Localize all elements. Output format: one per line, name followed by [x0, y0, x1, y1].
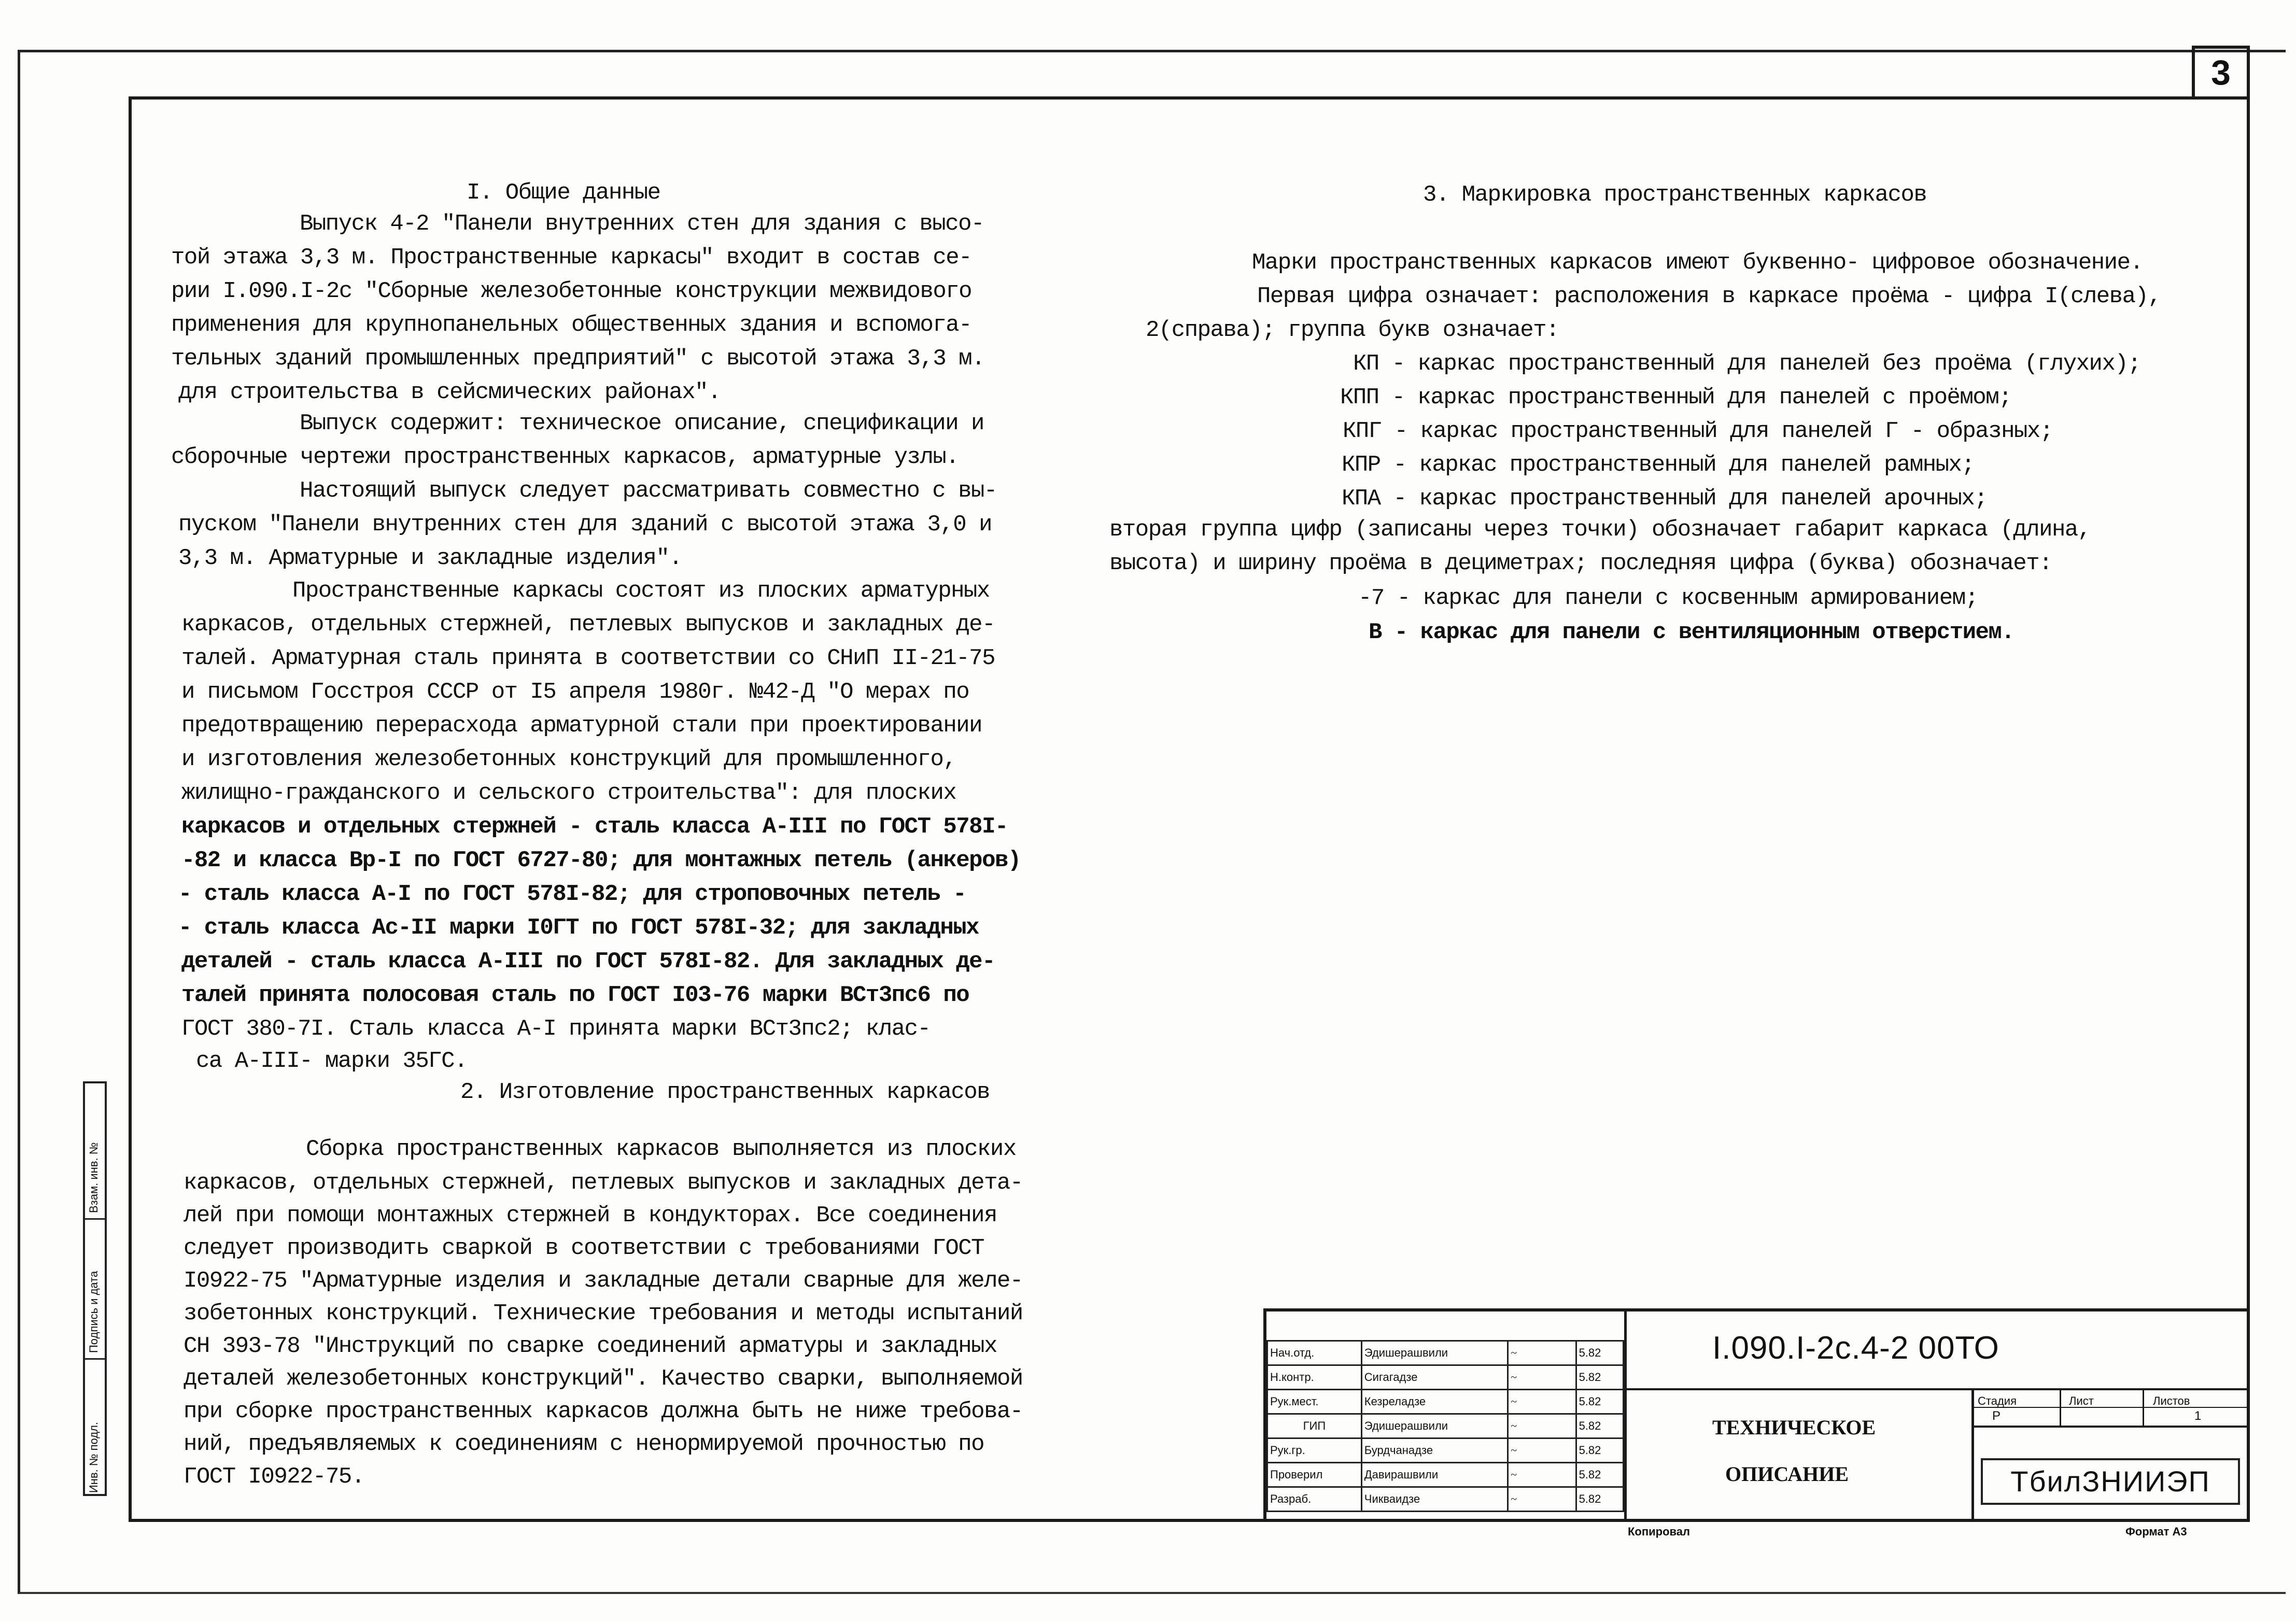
name-cell: Кезреладзе	[1361, 1390, 1508, 1414]
signature-cell: ~	[1508, 1438, 1576, 1463]
table-row	[1267, 1487, 1624, 1512]
role-cell: Н.контр.	[1267, 1365, 1362, 1390]
document-title-line-1: ТЕХНИЧЕСКОЕ	[1712, 1416, 1876, 1439]
document-code: I.090.I-2с.4-2 00ТО	[1712, 1330, 1999, 1366]
text-line: ний, предъявляемых к соединениям с ненормируемой прочностью по	[184, 1431, 984, 1457]
date-cell: 5.82	[1576, 1438, 1623, 1463]
text-line: - сталь класса А-I по ГОСТ 578I-82; для строповочных петель -	[178, 881, 966, 907]
role-cell: Проверил	[1267, 1463, 1362, 1487]
stamp-label: Подпись и дата	[87, 1271, 100, 1353]
date-cell: 5.82	[1576, 1341, 1623, 1365]
copied-label: Копировал	[1628, 1525, 1691, 1538]
text-line: -7 - каркас для панели с косвенным армированием;	[1358, 585, 1978, 611]
text-line: применения для крупнопанельных общественных здания и вспомога-	[171, 312, 972, 338]
text-line: тельных зданий промышленных предприятий" с высотой этажа 3,3 м.	[171, 346, 984, 372]
date-cell: 5.82	[1576, 1365, 1623, 1390]
text-line: той этажа 3,3 м. Пространственные каркасы" входит в состав се-	[171, 245, 972, 271]
text-line: лей при помощи монтажных стержней в кондукторах. Все соединения	[184, 1203, 997, 1229]
text-line: сборочные чертежи пространственных каркасов, арматурные узлы.	[171, 444, 959, 470]
text-line: Настоящий выпуск следует рассматривать совместно с вы-	[300, 478, 997, 504]
text-line: вторая группа цифр (записаны через точки) обозначает габарит каркаса (длина,	[1109, 517, 2091, 543]
signature-cell: ~	[1508, 1341, 1576, 1365]
section-title: 2. Изготовление пространственных каркасов	[460, 1079, 990, 1105]
text-line: для строительства в сейсмических районах".	[178, 379, 721, 405]
sheet-label: Лист	[2069, 1394, 2094, 1407]
organization-name: ТбилЗНИИЭП	[1981, 1458, 2240, 1505]
signature-cell: ~	[1508, 1390, 1576, 1414]
name-cell: Эдишерашвили	[1361, 1341, 1508, 1365]
text-line: следует производить сваркой в соответствии с требованиями ГОСТ	[184, 1235, 984, 1261]
text-line: деталей железобетонных конструкций". Качество сварки, выполняемой	[184, 1366, 1023, 1392]
section-title: I. Общие данные	[467, 180, 660, 206]
table-row	[1267, 1365, 1624, 1390]
name-cell: Чикваидзе	[1361, 1487, 1508, 1512]
text-line: предотвращению перерасхода арматурной стали при проектировании	[181, 713, 982, 739]
sheets-label: Листов	[2153, 1394, 2190, 1407]
text-line: КПА - каркас пространственный для панелей арочных;	[1342, 486, 1988, 512]
stage-label: Стадия	[1978, 1394, 2017, 1407]
text-line: -82 и класса Вр-I по ГОСТ 6727-80; для монтажных петель (анкеров)	[181, 848, 1021, 873]
text-line: и письмом Госстроя СССР от I5 апреля 1980г. №42-Д "О мерах по	[181, 679, 969, 705]
table-row	[1267, 1341, 1624, 1365]
title-block-divider	[1971, 1407, 2250, 1408]
text-line: талей. Арматурная сталь принята в соответствии со СНиП II-21-75	[181, 645, 995, 671]
role-cell: Разраб.	[1267, 1487, 1362, 1512]
text-line: Первая цифра означает: расположения в каркасе проёма - цифра I(слева),	[1257, 284, 2161, 309]
name-cell: Бурдчанадзе	[1361, 1438, 1508, 1463]
text-line: каркасов, отдельных стержней, петлевых выпусков и закладных дета-	[184, 1170, 1023, 1196]
title-block-divider	[1971, 1388, 1974, 1522]
text-line: ГОСТ I0922-75.	[184, 1464, 364, 1490]
text-line: КПГ - каркас пространственный для панелей Г - образных;	[1343, 418, 2053, 444]
table-row	[1267, 1414, 1624, 1438]
text-line: 3,3 м. Арматурные и закладные изделия".	[178, 545, 682, 571]
table-row	[1267, 1463, 1624, 1487]
text-line: са А-III- марки 35ГС.	[196, 1048, 467, 1074]
table-row	[1267, 1438, 1624, 1463]
text-line: В - каркас для панели с вентиляционным отверстием.	[1369, 619, 2015, 645]
text-line: СН 393-78 "Инструкций по сварке соединений арматуры и закладных	[184, 1333, 997, 1359]
signature-cell: ~	[1508, 1414, 1576, 1438]
sheet-number: 3	[2192, 46, 2250, 96]
text-line: Сборка пространственных каркасов выполняется из плоских	[306, 1136, 1016, 1162]
text-line: КП - каркас пространственный для панелей без проёма (глухих);	[1353, 351, 2141, 377]
section-title: 3. Маркировка пространственных каркасов	[1423, 182, 1927, 208]
date-cell: 5.82	[1576, 1463, 1623, 1487]
stage-value: Р	[1992, 1409, 2001, 1423]
stamp-label: Взам. инв. №	[87, 1142, 100, 1213]
stamp-divider	[85, 1218, 105, 1220]
date-cell: 5.82	[1576, 1414, 1623, 1438]
text-line: КПР - каркас пространственный для панелей рамных;	[1342, 452, 1975, 478]
stamp-label: Инв. № подл.	[87, 1421, 100, 1493]
text-line: каркасов и отдельных стержней - сталь класса А-III по ГОСТ 578I-	[181, 814, 1008, 840]
text-line: и изготовления железобетонных конструкций для промышленного,	[181, 746, 956, 772]
side-stamp	[83, 1081, 107, 1496]
text-line: 2(справа); группа букв означает:	[1146, 317, 1559, 343]
text-line: высота) и ширину проёма в дециметрах; последняя цифра (буква) обозначает:	[1109, 551, 2052, 576]
format-label: Формат А3	[2125, 1525, 2187, 1538]
text-line: талей принята полосовая сталь по ГОСТ I03-76 марки ВСт3пс6 по	[181, 982, 969, 1008]
title-block-divider	[1624, 1311, 1627, 1522]
text-line: рии I.090.I-2с "Сборные железобетонные конструкции межвидового	[171, 278, 972, 304]
sheets-value: 1	[2194, 1409, 2202, 1423]
role-cell: Нач.отд.	[1267, 1341, 1362, 1365]
document-title-line-2: ОПИСАНИЕ	[1725, 1462, 1849, 1486]
text-line: Выпуск 4-2 "Панели внутренних стен для здания с высо-	[300, 211, 984, 237]
role-cell: ГИП	[1267, 1414, 1362, 1438]
text-line: Выпуск содержит: техническое описание, спецификации и	[300, 411, 984, 436]
text-line: зобетонных конструкций. Технические требования и методы испытаний	[184, 1301, 1023, 1327]
signature-cell: ~	[1508, 1487, 1576, 1512]
left-column	[156, 176, 1104, 1524]
role-cell: Рук.гр.	[1267, 1438, 1362, 1463]
signature-cell: ~	[1508, 1365, 1576, 1390]
signature-cell: ~	[1508, 1463, 1576, 1487]
table-row	[1267, 1390, 1624, 1414]
text-line: Пространственные каркасы состоят из плоских арматурных	[292, 578, 990, 604]
text-line: каркасов, отдельных стержней, петлевых выпусков и закладных де-	[181, 612, 995, 638]
name-cell: Давирашвили	[1361, 1463, 1508, 1487]
stamp-divider	[85, 1358, 105, 1360]
text-line: жилищно-гражданского и сельского строительства": для плоских	[181, 780, 956, 806]
text-line: Марки пространственных каркасов имеют буквенно- цифровое обозначение.	[1252, 250, 2143, 276]
text-line: деталей - сталь класса А-III по ГОСТ 578I-82. Для закладных де-	[181, 949, 995, 975]
text-line: I0922-75 "Арматурные изделия и закладные детали сварные для желе-	[184, 1268, 1023, 1294]
date-cell: 5.82	[1576, 1390, 1623, 1414]
text-line: ГОСТ 380-7I. Сталь класса А-I принята марки ВСт3пс2; клас-	[181, 1016, 931, 1042]
title-block-divider	[1624, 1388, 2250, 1390]
text-line: при сборке пространственных каркасов должна быть не ниже требова-	[184, 1399, 1023, 1424]
text-line: КПП - каркас пространственный для панелей с проёмом;	[1340, 385, 2012, 411]
name-cell: Сигагадзе	[1361, 1365, 1508, 1390]
name-cell: Эдишерашвили	[1361, 1414, 1508, 1438]
text-line: пуском "Панели внутренних стен для зданий с высотой этажа 3,0 и	[178, 512, 992, 538]
signature-table	[1266, 1340, 1624, 1512]
text-line: - сталь класса Ас-II марки I0ГТ по ГОСТ 578I-32; для закладных	[178, 915, 979, 941]
title-block-divider	[1971, 1426, 2250, 1428]
role-cell: Рук.мест.	[1267, 1390, 1362, 1414]
date-cell: 5.82	[1576, 1487, 1623, 1512]
right-column	[1109, 176, 2239, 695]
title-block	[1263, 1308, 2250, 1522]
